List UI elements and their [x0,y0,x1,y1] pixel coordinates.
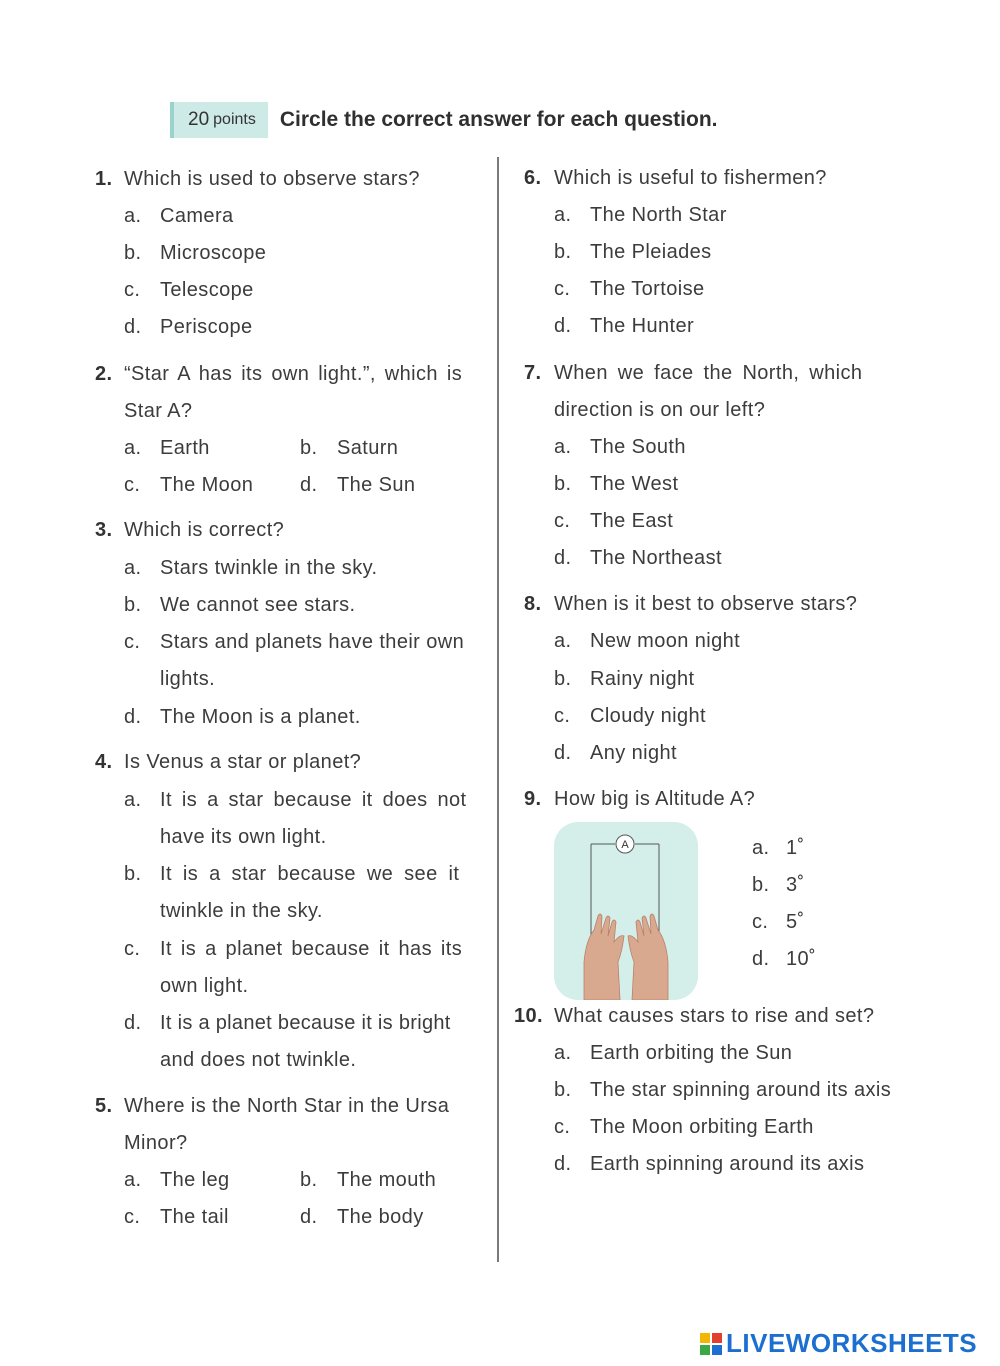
q9-option-c[interactable]: 5˚ [786,911,805,933]
q4-option-b-line2[interactable]: twinkle in the sky. [160,900,323,922]
q3-option-d-letter[interactable]: d. [124,706,142,728]
q2-option-c[interactable]: The Moon [160,474,254,496]
q6-option-d-letter[interactable]: d. [554,315,572,337]
q5-option-b-letter[interactable]: b. [300,1169,318,1191]
q4-text: Is Venus a star or planet? [124,751,362,773]
q4-option-b-line1[interactable]: It is a star because we see it [160,863,460,885]
q10-text: What causes stars to rise and set? [554,1005,875,1027]
q9-text: How big is Altitude A? [554,788,756,810]
q3-option-c-letter[interactable]: c. [124,631,141,653]
q5-option-c-letter[interactable]: c. [124,1206,141,1228]
q3-number: 3. [95,519,113,541]
q10-option-a[interactable]: Earth orbiting the Sun [590,1042,793,1064]
q6-number: 6. [524,167,542,189]
q10-option-b[interactable]: The star spinning around its axis [590,1079,892,1101]
q1-option-c-letter[interactable]: c. [124,279,141,301]
q5-number: 5. [95,1095,113,1117]
q6-option-d[interactable]: The Hunter [590,315,695,337]
q1-option-a-letter[interactable]: a. [124,205,142,227]
q7-text-line2: direction is on our left? [554,399,766,421]
q2-text-line2: Star A? [124,400,193,422]
instruction-text: Circle the correct answer for each question. [279,108,718,131]
q4-option-d-line1[interactable]: It is a planet because it is bright [160,1012,451,1034]
instruction-header [170,102,717,138]
q1-option-b-letter[interactable]: b. [124,242,142,264]
q8-option-a[interactable]: New moon night [590,630,741,652]
altitude-hands-figure [554,822,698,1000]
q5-option-b[interactable]: The mouth [337,1169,437,1191]
q8-option-d-letter[interactable]: d. [554,742,572,764]
q5-option-a[interactable]: The leg [160,1169,230,1191]
q6-text: Which is useful to fishermen? [554,167,827,189]
q6-option-b-letter[interactable]: b. [554,241,572,263]
q9-option-d-letter[interactable]: d. [752,948,770,970]
q10-option-c[interactable]: The Moon orbiting Earth [590,1116,814,1138]
q5-option-c[interactable]: The tail [160,1206,229,1228]
q1-option-d-letter[interactable]: d. [124,316,142,338]
q4-option-d-line2[interactable]: and does not twinkle. [160,1049,357,1071]
q10-option-c-letter[interactable]: c. [554,1116,571,1138]
points-value: 20 [188,109,210,130]
q7-text-line1: When we face the North, which [554,362,863,384]
q1-option-d[interactable]: Periscope [160,316,253,338]
q5-text-line2: Minor? [124,1132,188,1154]
q9-number: 9. [524,788,542,810]
q7-option-c-letter[interactable]: c. [554,510,571,532]
q2-option-c-letter[interactable]: c. [124,474,141,496]
q10-number: 10. [514,1005,544,1027]
q6-option-b[interactable]: The Pleiades [590,241,712,263]
q8-option-b-letter[interactable]: b. [554,668,572,690]
q4-option-d-letter[interactable]: d. [124,1012,142,1034]
points-badge [170,102,268,138]
q9-option-d[interactable]: 10˚ [786,948,817,970]
q7-option-d-letter[interactable]: d. [554,547,572,569]
q10-option-d[interactable]: Earth spinning around its axis [590,1153,865,1175]
q4-number: 4. [95,751,113,773]
q8-number: 8. [524,593,542,615]
q4-option-c-line2[interactable]: own light. [160,975,249,997]
q4-option-b-letter[interactable]: b. [124,863,142,885]
q8-option-b[interactable]: Rainy night [590,668,695,690]
q8-option-c-letter[interactable]: c. [554,705,571,727]
q7-option-d[interactable]: The Northeast [590,547,722,569]
q1-option-b[interactable]: Microscope [160,242,267,264]
q2-option-b-letter[interactable]: b. [300,437,318,459]
logo-text: LIVEWORKSHEETS [726,1328,978,1358]
q7-option-c[interactable]: The East [590,510,674,532]
q10-option-b-letter[interactable]: b. [554,1079,572,1101]
q9-option-c-letter[interactable]: c. [752,911,769,933]
q6-option-a-letter[interactable]: a. [554,204,572,226]
q9-option-a-letter[interactable]: a. [752,837,770,859]
q7-option-b-letter[interactable]: b. [554,473,572,495]
q10-option-d-letter[interactable]: d. [554,1153,572,1175]
q2-option-d[interactable]: The Sun [337,474,416,496]
figure-label-a: A [621,839,629,851]
q3-option-c-line1[interactable]: Stars and planets have their own [160,631,465,653]
q8-option-a-letter[interactable]: a. [554,630,572,652]
q1-option-c[interactable]: Telescope [160,279,254,301]
q1-option-a[interactable]: Camera [160,205,234,227]
q3-text: Which is correct? [124,519,285,541]
q8-option-c[interactable]: Cloudy night [590,705,706,727]
q5-option-d[interactable]: The body [337,1206,424,1228]
q6-option-a[interactable]: The North Star [590,204,727,226]
q3-option-a-letter[interactable]: a. [124,557,142,579]
q4-option-c-letter[interactable]: c. [124,938,141,960]
q10-option-a-letter[interactable]: a. [554,1042,572,1064]
q9-option-b[interactable]: 3˚ [786,874,805,896]
q3-option-a[interactable]: Stars twinkle in the sky. [160,557,378,579]
q8-text: When is it best to observe stars? [554,593,858,615]
hands-measure-illustration [554,822,698,1000]
q7-option-b[interactable]: The West [590,473,679,495]
q2-text-line1: “Star A has its own light.”, which is [124,363,463,385]
q5-option-a-letter[interactable]: a. [124,1169,142,1191]
q4-option-c-line1[interactable]: It is a planet because it has its [160,938,463,960]
q1-text: Which is used to observe stars? [124,168,420,190]
q1-number: 1. [95,168,113,190]
q4-option-a-line1[interactable]: It is a star because it does not [160,789,467,811]
liveworksheets-logo [700,1328,977,1359]
q2-option-d-letter[interactable]: d. [300,474,318,496]
q3-option-d[interactable]: The Moon is a planet. [160,706,361,728]
q5-option-d-letter[interactable]: d. [300,1206,318,1228]
q6-option-c[interactable]: The Tortoise [590,278,705,300]
points-unit: points [213,111,256,128]
q4-option-a-line2[interactable]: have its own light. [160,826,327,848]
q7-number: 7. [524,362,542,384]
q9-option-a[interactable]: 1˚ [786,837,805,859]
q7-option-a-letter[interactable]: a. [554,436,572,458]
q2-option-a-letter[interactable]: a. [124,437,142,459]
q2-number: 2. [95,363,113,385]
column-divider [497,157,499,1262]
logo-grid-icon [700,1333,722,1355]
q9-option-b-letter[interactable]: b. [752,874,770,896]
q5-text-line1: Where is the North Star in the Ursa [124,1095,450,1117]
q3-option-b[interactable]: We cannot see stars. [160,594,356,616]
q7-option-a[interactable]: The South [590,436,686,458]
q2-option-b[interactable]: Saturn [337,437,399,459]
q8-option-d[interactable]: Any night [590,742,677,764]
q2-option-a[interactable]: Earth [160,437,210,459]
q3-option-c-line2[interactable]: lights. [160,668,216,690]
q3-option-b-letter[interactable]: b. [124,594,142,616]
q6-option-c-letter[interactable]: c. [554,278,571,300]
q4-option-a-letter[interactable]: a. [124,789,142,811]
